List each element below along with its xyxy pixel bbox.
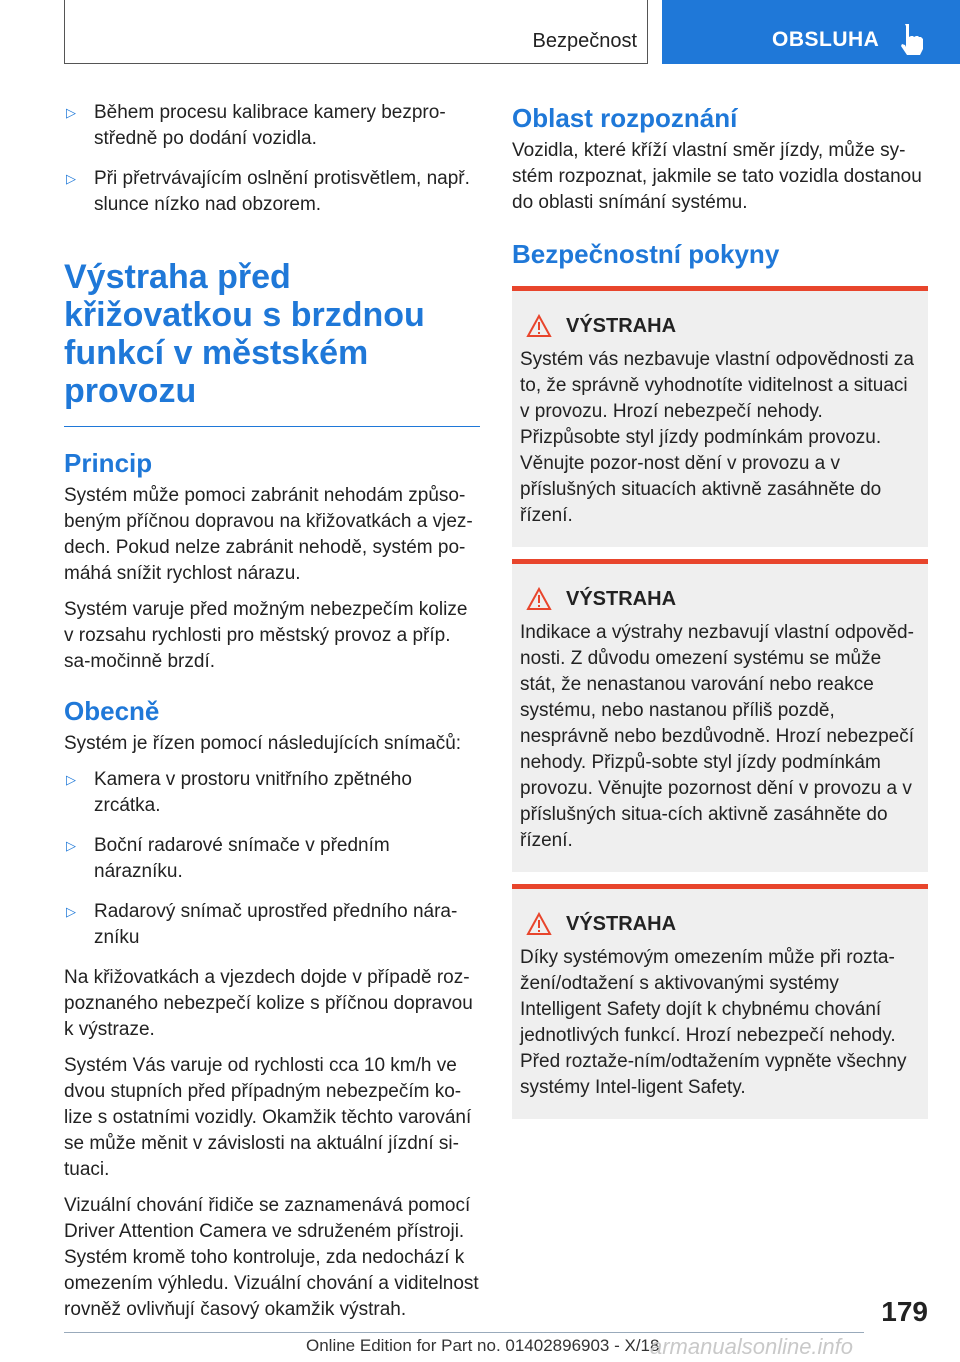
list-item [64, 767, 480, 819]
warning-box [512, 286, 928, 547]
page-number: 179 [881, 1296, 928, 1327]
warning-title: VÝSTRAHA [566, 913, 677, 935]
hand-pointer-icon [896, 22, 924, 56]
watermark: armanualsonline.info [650, 1334, 854, 1359]
paragraph: Systém je řízen pomocí následujících snímačů: [64, 733, 462, 754]
paragraph: Vizuální chování řidiče se zaznamenává pomocí Driver Attention Camera ve sdruženém přístroji. Systém kromě toho kontroluje, zda nedochází k omezením výhledu. Vizuální chování a viditelnost rovněž ovlivňují časový okamžik výstrah. [64, 1195, 479, 1320]
warning-header [520, 313, 920, 339]
paragraph: Systém varuje před možným nebezpečím kolize v rozsahu rychlosti pro městský provoz a příp. sa-močinně brzdí. [64, 599, 468, 672]
warning-triangle-icon [526, 912, 552, 936]
paragraph: Na křižovatkách a vjezdech dojde v případě roz-poznaného nebezpečí kolize s příčnou dopravou k výstraze. [64, 967, 473, 1040]
list-item [64, 166, 480, 218]
warning-text: Systém vás nezbavuje vlastní odpovědnosti za to, že správně vyhodnotíte viditelnost a situaci v provozu. Hrozí nebezpečí nehody. Přizpůsobte styl jízdy podmínkám provozu. Věnujte pozor-nost dění v provozu a v příslušných situacích aktivně zasáhněte do řízení. [520, 349, 914, 526]
triangle-bullet-icon: ▷ [66, 105, 76, 120]
paragraph: Vozidla, které kříží vlastní směr jízdy, může sy-stém rozpoznat, jakmile se tato vozidla dostanou do oblasti snímání systému. [512, 140, 922, 213]
triangle-bullet-icon: ▷ [66, 904, 76, 919]
triangle-bullet-icon: ▷ [66, 772, 76, 787]
warning-header [520, 911, 920, 937]
triangle-bullet-icon: ▷ [66, 171, 76, 186]
header-section-box [64, 0, 648, 64]
section-heading-safety: Bezpečnostní pokyny [512, 239, 780, 269]
page-title: Výstraha před křižovatkou s brzdnou funkcí v městském provozu [64, 258, 480, 427]
warning-header [520, 586, 920, 612]
triangle-bullet-icon: ▷ [66, 838, 76, 853]
warning-box [512, 884, 928, 1119]
list-item-text: Během procesu kalibrace kamery bezpro-středně po dodání vozidla. [94, 102, 446, 149]
header-chapter-tab[interactable] [662, 0, 960, 64]
list-item [64, 100, 480, 152]
footer-divider [64, 1332, 864, 1333]
section-heading-principle: Princip [64, 448, 153, 478]
warning-triangle-icon [526, 587, 552, 611]
section-heading-area: Oblast rozpoznání [512, 103, 738, 133]
left-column [64, 100, 480, 1333]
warning-box [512, 559, 928, 872]
list-item [64, 833, 480, 885]
list-item-text: Radarový snímač uprostřed předního nára-zníku [94, 901, 458, 948]
paragraph: Systém Vás varuje od rychlosti cca 10 km/h ve dvou stupních před případným nebezpečím ko-lize s ostatními vozidly. Okamžik těchto varování se může měnit v závislosti na aktuální jízdní si-tuaci. [64, 1055, 472, 1180]
list-item-text: Při přetrvávajícím oslnění protisvětlem, např. slunce nízko nad obzorem. [94, 168, 470, 215]
warning-title: VÝSTRAHA [566, 588, 677, 610]
warning-text: Díky systémovým omezením může při rozta-žení/odtažení s aktivovanými systémy Intelligent Safety dojít k chybnému chování jednotlivých funkcí. Hrozí nebezpečí nehody. Před roztaže-ním/odtažením vypněte všechny systémy Intel-ligent Safety. [520, 947, 907, 1098]
list-item-text: Boční radarové snímače v předním nárazníku. [94, 835, 390, 882]
warning-triangle-icon [526, 314, 552, 338]
header-section-title: Bezpečnost [532, 30, 637, 52]
header-tab-label: OBSLUHA [772, 28, 880, 51]
section-heading-general: Obecně [64, 696, 160, 726]
warning-text: Indikace a výstrahy nezbavují vlastní odpověd-nosti. Z důvodu omezení systému se může stát, že nenastanou varování nebo reakce systému, nebo nastanou příliš pozdě, nesprávně nebo bezdůvodně. Hrozí nebezpečí nehody. Přizpů-sobte styl jízdy podmínkám provozu. Věnujte pozornost dění v provozu a v příslušných situa-cích aktivně zasáhněte do řízení. [520, 622, 914, 851]
list-item-text: Kamera v prostoru vnitřního zpětného zrcátka. [94, 769, 412, 816]
warning-title: VÝSTRAHA [566, 315, 677, 337]
right-column [512, 100, 928, 1131]
footer-edition: Online Edition for Part no. 01402896903 - X/18 [306, 1336, 660, 1355]
list-item [64, 899, 480, 951]
paragraph: Systém může pomoci zabránit nehodám způso-beným příčnou dopravou na křižovatkách a vjez-dech. Pokud nelze zabránit nehodě, systém po-máhá snížit rychlost nárazu. [64, 485, 473, 584]
